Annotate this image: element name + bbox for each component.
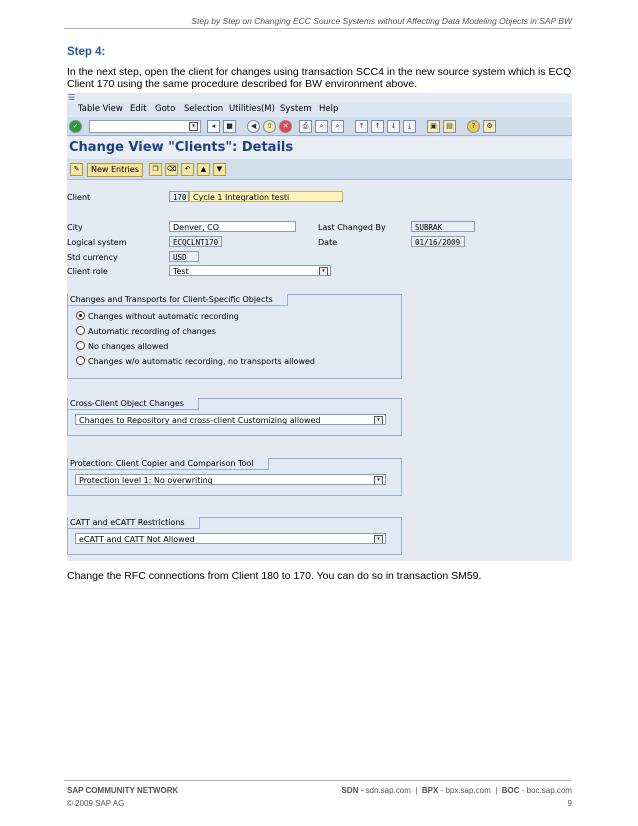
save-icon[interactable]: ■ xyxy=(223,120,236,133)
footer-links xyxy=(342,786,572,795)
select-value: eCATT and CATT Not Allowed xyxy=(79,535,195,544)
select-value: Protection level 1: No overwriting xyxy=(79,476,213,485)
menu-selection[interactable]: Selection xyxy=(184,104,224,114)
new-session-icon[interactable]: ▣ xyxy=(427,120,440,133)
undo-icon[interactable]: ↶ xyxy=(181,163,194,176)
radio-option[interactable]: Changes without automatic recording xyxy=(76,311,239,322)
radio-selected-icon[interactable] xyxy=(76,311,85,320)
last-changed-by-label: Last Changed By xyxy=(318,223,386,232)
header-divider xyxy=(64,28,572,29)
back-arrow-icon[interactable]: ◂ xyxy=(207,120,220,133)
exit-icon[interactable]: ⇧ xyxy=(263,120,276,133)
changes-transports-group xyxy=(67,294,402,379)
last-page-icon[interactable]: ⤓ xyxy=(403,120,416,133)
radio-icon[interactable] xyxy=(76,341,85,350)
copy-icon[interactable]: ❐ xyxy=(149,163,162,176)
logical-system-field[interactable]: ECQCLNT170 xyxy=(169,236,222,247)
radio-option[interactable]: Automatic recording of changes xyxy=(76,326,216,337)
client-role-select[interactable] xyxy=(169,265,331,276)
city-label: City xyxy=(67,223,83,232)
screen-title: Change View "Clients": Details xyxy=(69,140,294,155)
first-page-icon[interactable]: ⤒ xyxy=(355,120,368,133)
find-next-icon[interactable]: ⌕ xyxy=(331,120,344,133)
back-icon[interactable]: ◀ xyxy=(247,120,260,133)
group-title: CATT and eCATT Restrictions xyxy=(68,517,200,529)
group-title: Changes and Transports for Client-Specific Objects xyxy=(68,294,288,306)
client-role-label: Client role xyxy=(67,267,108,276)
client-role-value: Test xyxy=(173,267,189,276)
catt-group xyxy=(67,517,402,555)
currency-field[interactable]: USD xyxy=(169,251,199,262)
sap-screenshot xyxy=(67,93,572,561)
step-title: Step 4: xyxy=(67,46,106,58)
catt-select[interactable] xyxy=(75,533,386,544)
layout-icon[interactable]: ⚙ xyxy=(483,120,496,133)
cross-client-group xyxy=(67,398,402,436)
standard-toolbar xyxy=(67,117,572,136)
application-toolbar xyxy=(67,159,572,180)
protection-select[interactable] xyxy=(75,474,386,485)
footer-boc-link[interactable]: - boc.sap.com xyxy=(519,786,572,795)
select-value: Changes to Repository and cross-client Customizing allowed xyxy=(79,416,321,425)
client-field[interactable]: 170 xyxy=(169,191,189,202)
prev-page-icon[interactable]: ↑ xyxy=(371,120,384,133)
page-number: 9 xyxy=(567,799,572,808)
cancel-icon[interactable]: ✕ xyxy=(279,120,292,133)
city-field[interactable]: Denver, CO xyxy=(169,221,296,232)
page-header: Step by Step on Changing ECC Source Systems without Affecting Data Modeling Objects in SAP BW xyxy=(191,16,572,26)
date-field: 01/16/2009 xyxy=(411,236,465,247)
footer-bpx-link[interactable]: - bpx.sap.com | xyxy=(438,786,502,795)
footer-brand: SAP COMMUNITY NETWORK xyxy=(67,786,179,795)
cross-client-select[interactable] xyxy=(75,414,386,425)
shortcut-icon[interactable]: ▤ xyxy=(443,120,456,133)
radio-option[interactable]: Changes w/o automatic recording, no transports allowed xyxy=(76,356,315,367)
group-title: Protection: Client Copier and Comparison Tool xyxy=(68,458,269,470)
footer-sdn-label: SDN xyxy=(341,786,359,795)
menu-system[interactable]: System xyxy=(280,104,312,114)
print-icon[interactable]: ⎙ xyxy=(299,120,312,133)
display-change-icon[interactable]: ✎ xyxy=(70,163,83,176)
menu-bar xyxy=(67,103,572,115)
next-page-icon[interactable]: ↓ xyxy=(387,120,400,133)
dropdown-icon[interactable]: ▾ xyxy=(319,267,328,276)
find-icon[interactable]: ⌕ xyxy=(315,120,328,133)
menu-help[interactable]: Help xyxy=(319,104,339,114)
command-field[interactable] xyxy=(89,120,201,133)
menu-goto[interactable]: Goto xyxy=(155,104,176,114)
new-entries-button[interactable]: New Entries xyxy=(87,163,143,177)
enter-icon[interactable]: ✓ xyxy=(69,120,82,133)
copyright: © 2009 SAP AG xyxy=(67,799,125,808)
client-description-field[interactable]: Cycle 1 Integration testi xyxy=(189,191,343,202)
menu-table-view[interactable]: Table View xyxy=(78,104,123,114)
menu-icon[interactable]: ☰ xyxy=(68,93,76,102)
currency-label: Std currency xyxy=(67,253,118,262)
radio-icon[interactable] xyxy=(76,356,85,365)
dropdown-icon[interactable]: ▾ xyxy=(374,535,383,544)
logical-system-label: Logical system xyxy=(67,238,127,247)
after-paragraph: Change the RFC connections from Client 180 to 170. You can do so in transaction SM59. xyxy=(67,570,482,582)
radio-icon[interactable] xyxy=(76,326,85,335)
client-label: Client xyxy=(67,193,91,202)
next-entry-icon[interactable]: ▼ xyxy=(213,163,226,176)
protection-group xyxy=(67,458,402,496)
dropdown-icon[interactable]: ▾ xyxy=(189,122,198,131)
menu-icon-row xyxy=(67,93,572,103)
help-icon[interactable]: ? xyxy=(467,120,480,133)
last-changed-by-field: SUBRAK xyxy=(411,221,475,232)
dropdown-icon[interactable]: ▾ xyxy=(374,476,383,485)
menu-edit[interactable]: Edit xyxy=(130,104,147,114)
footer-boc-label: BOC xyxy=(501,786,520,795)
menu-utilities[interactable]: Utilities(M) xyxy=(229,104,275,114)
footer-divider xyxy=(64,780,572,781)
delete-icon[interactable]: ⌫ xyxy=(165,163,178,176)
previous-entry-icon[interactable]: ▲ xyxy=(197,163,210,176)
footer-sdn-link[interactable]: - sdn.sap.com | xyxy=(358,786,422,795)
dropdown-icon[interactable]: ▾ xyxy=(374,416,383,425)
title-bar xyxy=(67,137,572,157)
footer-bpx-label: BPX xyxy=(421,786,439,795)
date-label: Date xyxy=(318,238,338,247)
group-title: Cross-Client Object Changes xyxy=(68,398,199,410)
radio-option[interactable]: No changes allowed xyxy=(76,341,168,352)
intro-paragraph: In the next step, open the client for changes using transaction SCC4 in the new source system which is ECQ Client 170 using the same procedure described for BW environment above. xyxy=(67,66,572,90)
